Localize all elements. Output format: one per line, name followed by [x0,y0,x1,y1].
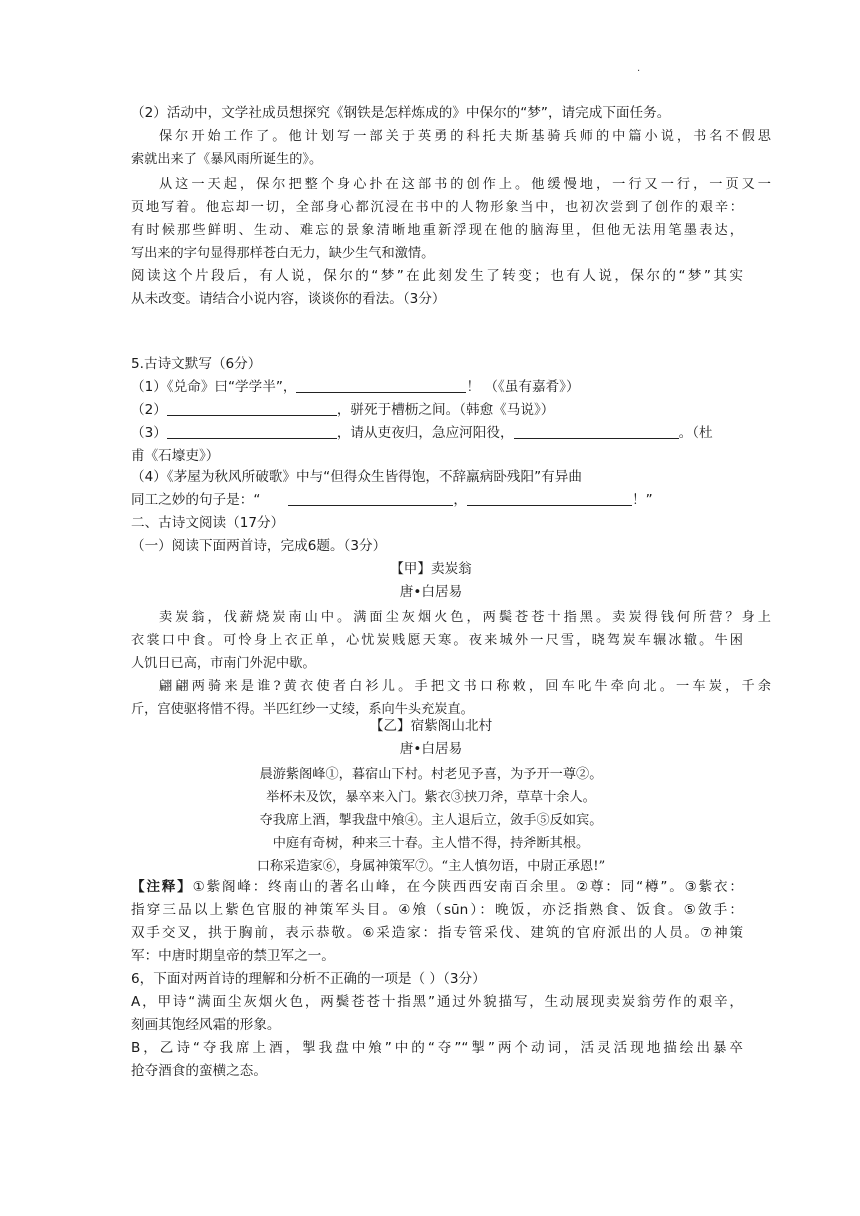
q6-option-b-line2: 抢夺酒食的蛮横之态。 [131,1063,267,1079]
q4-2-ask-line2: 从未改变。请结合小说内容，谈谈你的看法。（3分） [131,291,446,307]
q5-item3-source: 甫《石壕吏》） [131,448,220,464]
q4-2-intro: （2）活动中，文学社成员想探究《钢铁是怎样炼成的》中保尔的“梦”，请完成下面任务。 [131,105,671,121]
notes-line2: 指穿三品以上紫色官服的神策军头目。④飧（sūn）：晚饭，亦泛指熟食、饭食。⑤敛手： [131,902,743,918]
section2-sub: （一）阅读下面两首诗，完成6题。（3分） [131,538,387,554]
poem-a-line5: 斤，宫使驱将惜不得。半匹红纱一丈绫，系向牛头充炭直。 [131,702,474,717]
answer-blank[interactable] [288,491,453,506]
q6-option-a-line2: 刻画其饱经风霜的形象。 [131,1017,281,1033]
q5-item2-num: （2） [131,402,167,418]
answer-blank[interactable] [167,424,337,439]
poem-b-line4: 中庭有奇树，种来三十春。主人惜不得，持斧断其根。 [272,836,590,851]
q5-title: 5.古诗文默写（6分） [131,356,262,372]
answer-blank[interactable] [296,378,466,393]
excerpt2-line4: 写出来的字句显得那样苍白无力，缺少生气和激情。 [131,246,435,261]
q5-item3-text: ，请从吏夜归，急应河阳役， [336,425,514,441]
poem-a-line2: 衣裳口中食。可怜身上衣正单，心忧炭贱愿天寒。夜来城外一尺雪，晓驾炭车辗冰辙。牛困 [131,633,743,648]
q5-item4-line2 [131,489,743,512]
excerpt2-line2: 页地写着。他忘却一切，全部身心都沉浸在书中的人物形象当中，也初次尝到了创作的艰辛： [131,200,743,215]
notes-line3: 双手交叉，拱于胸前，表示恭敬。⑥采造家：指专管采伐、建筑的官府派出的人员。⑦神策 [131,925,743,941]
excerpt1-line1: 保尔开始工作了。他计划写一部关于英勇的科托夫斯基骑兵师的中篇小说，书名不假思 [159,129,771,144]
poem-a-line4: 翩翩两骑来是谁?黄衣使者白衫儿。手把文书口称敕，回车叱牛牵向北。一车炭，千余 [159,679,771,694]
q5-item2-text: ，骈死于槽枥之间。（韩愈《马说》） [336,402,555,418]
q4-2-ask-line1: 阅读这个片段后，有人说，保尔的“梦”在此刻发生了转变；也有人说，保尔的“梦”其实 [131,268,743,284]
q6-option-b-line1: B，乙诗“夺我席上酒，掣我盘中飧”中的“夺”“掣”两个动词，活灵活现地描绘出暴卒 [131,1040,743,1056]
q6-stem: 6，下面对两首诗的理解和分析不正确的一项是（ ）（3分） [131,971,486,987]
poem-a-author: 唐•白居易 [399,584,463,600]
notes-label: 【注释】 [131,879,193,895]
q5-item2 [131,399,743,422]
q5-item3 [131,422,743,445]
section2-title: 二、古诗文阅读（17分） [131,515,285,531]
q5-item1-source: ！ （《虽有嘉肴》） [466,379,580,395]
q5-item1-text: （1）《兑命》曰“学学半”， [131,379,297,395]
q5-item3-tail: 。（杜 [678,425,713,441]
notes-line4: 军：中唐时期皇帝的禁卫军之一。 [131,948,335,964]
q5-item4-lead: 同工之妙的句子是：“ [131,492,261,508]
excerpt2-line1: 从这一天起，保尔把整个身心扑在这部书的创作上。他缓慢地，一行又一行，一页又一 [159,177,771,192]
q5-item4-end: ！” [631,492,653,508]
poem-a-title: 【甲】卖炭翁 [390,561,472,577]
poem-b-line2: 举杯未及饮，暴卒来入门。紫衣③挟刀斧，草草十余人。 [266,790,596,805]
poem-b-line1: 晨游紫阁峰①，暮宿山下村。村老见予喜，为予开一尊②。 [259,767,603,782]
notes-text1: ①紫阁峰：终南山的著名山峰，在今陕西西安南百余里。②尊：同“樽”。③紫衣： [192,879,743,895]
q5-item4-comma: ， [453,492,467,508]
answer-blank[interactable] [514,424,679,439]
page-dot: · [637,66,641,77]
poem-b-title: 【乙】宿紫阁山北村 [369,718,493,734]
answer-blank[interactable] [167,401,337,416]
q6-option-a-line1: A，甲诗“满面尘灰烟火色，两鬓苍苍十指黑”通过外貌描写，生动展现卖炭翁劳作的艰辛， [131,994,743,1010]
excerpt2-line3: 有时候那些鲜明、生动、难忘的景象清晰地重新浮现在他的脑海里，但他无法用笔墨表达， [131,223,743,238]
poem-b-author: 唐•白居易 [399,741,463,757]
q5-item1 [131,376,743,399]
poem-a-line3: 人饥日已高，市南门外泥中歇。 [131,656,316,671]
q5-item4-line1: （4）《茅屋为秋风所破歌》中与“但得众生皆得饱，不辞羸病卧残阳”有异曲 [131,469,582,485]
answer-blank[interactable] [467,491,632,506]
notes-line1 [131,876,743,899]
poem-b-line5: 口称采造家⑥，身属神策军⑦。“主人慎勿语，中尉正承恩!” [256,859,606,874]
q5-item3-num: （3） [131,425,167,441]
poem-a-line1: 卖炭翁，伐薪烧炭南山中。满面尘灰烟火色，两鬓苍苍十指黑。卖炭得钱何所营？身上 [159,610,771,625]
excerpt1-line2: 索就出来了《暴风雨所诞生的》。 [131,152,323,167]
poem-b-line3: 夺我席上酒，掣我盘中飧④。主人退后立，敛手⑤反如宾。 [259,813,603,828]
